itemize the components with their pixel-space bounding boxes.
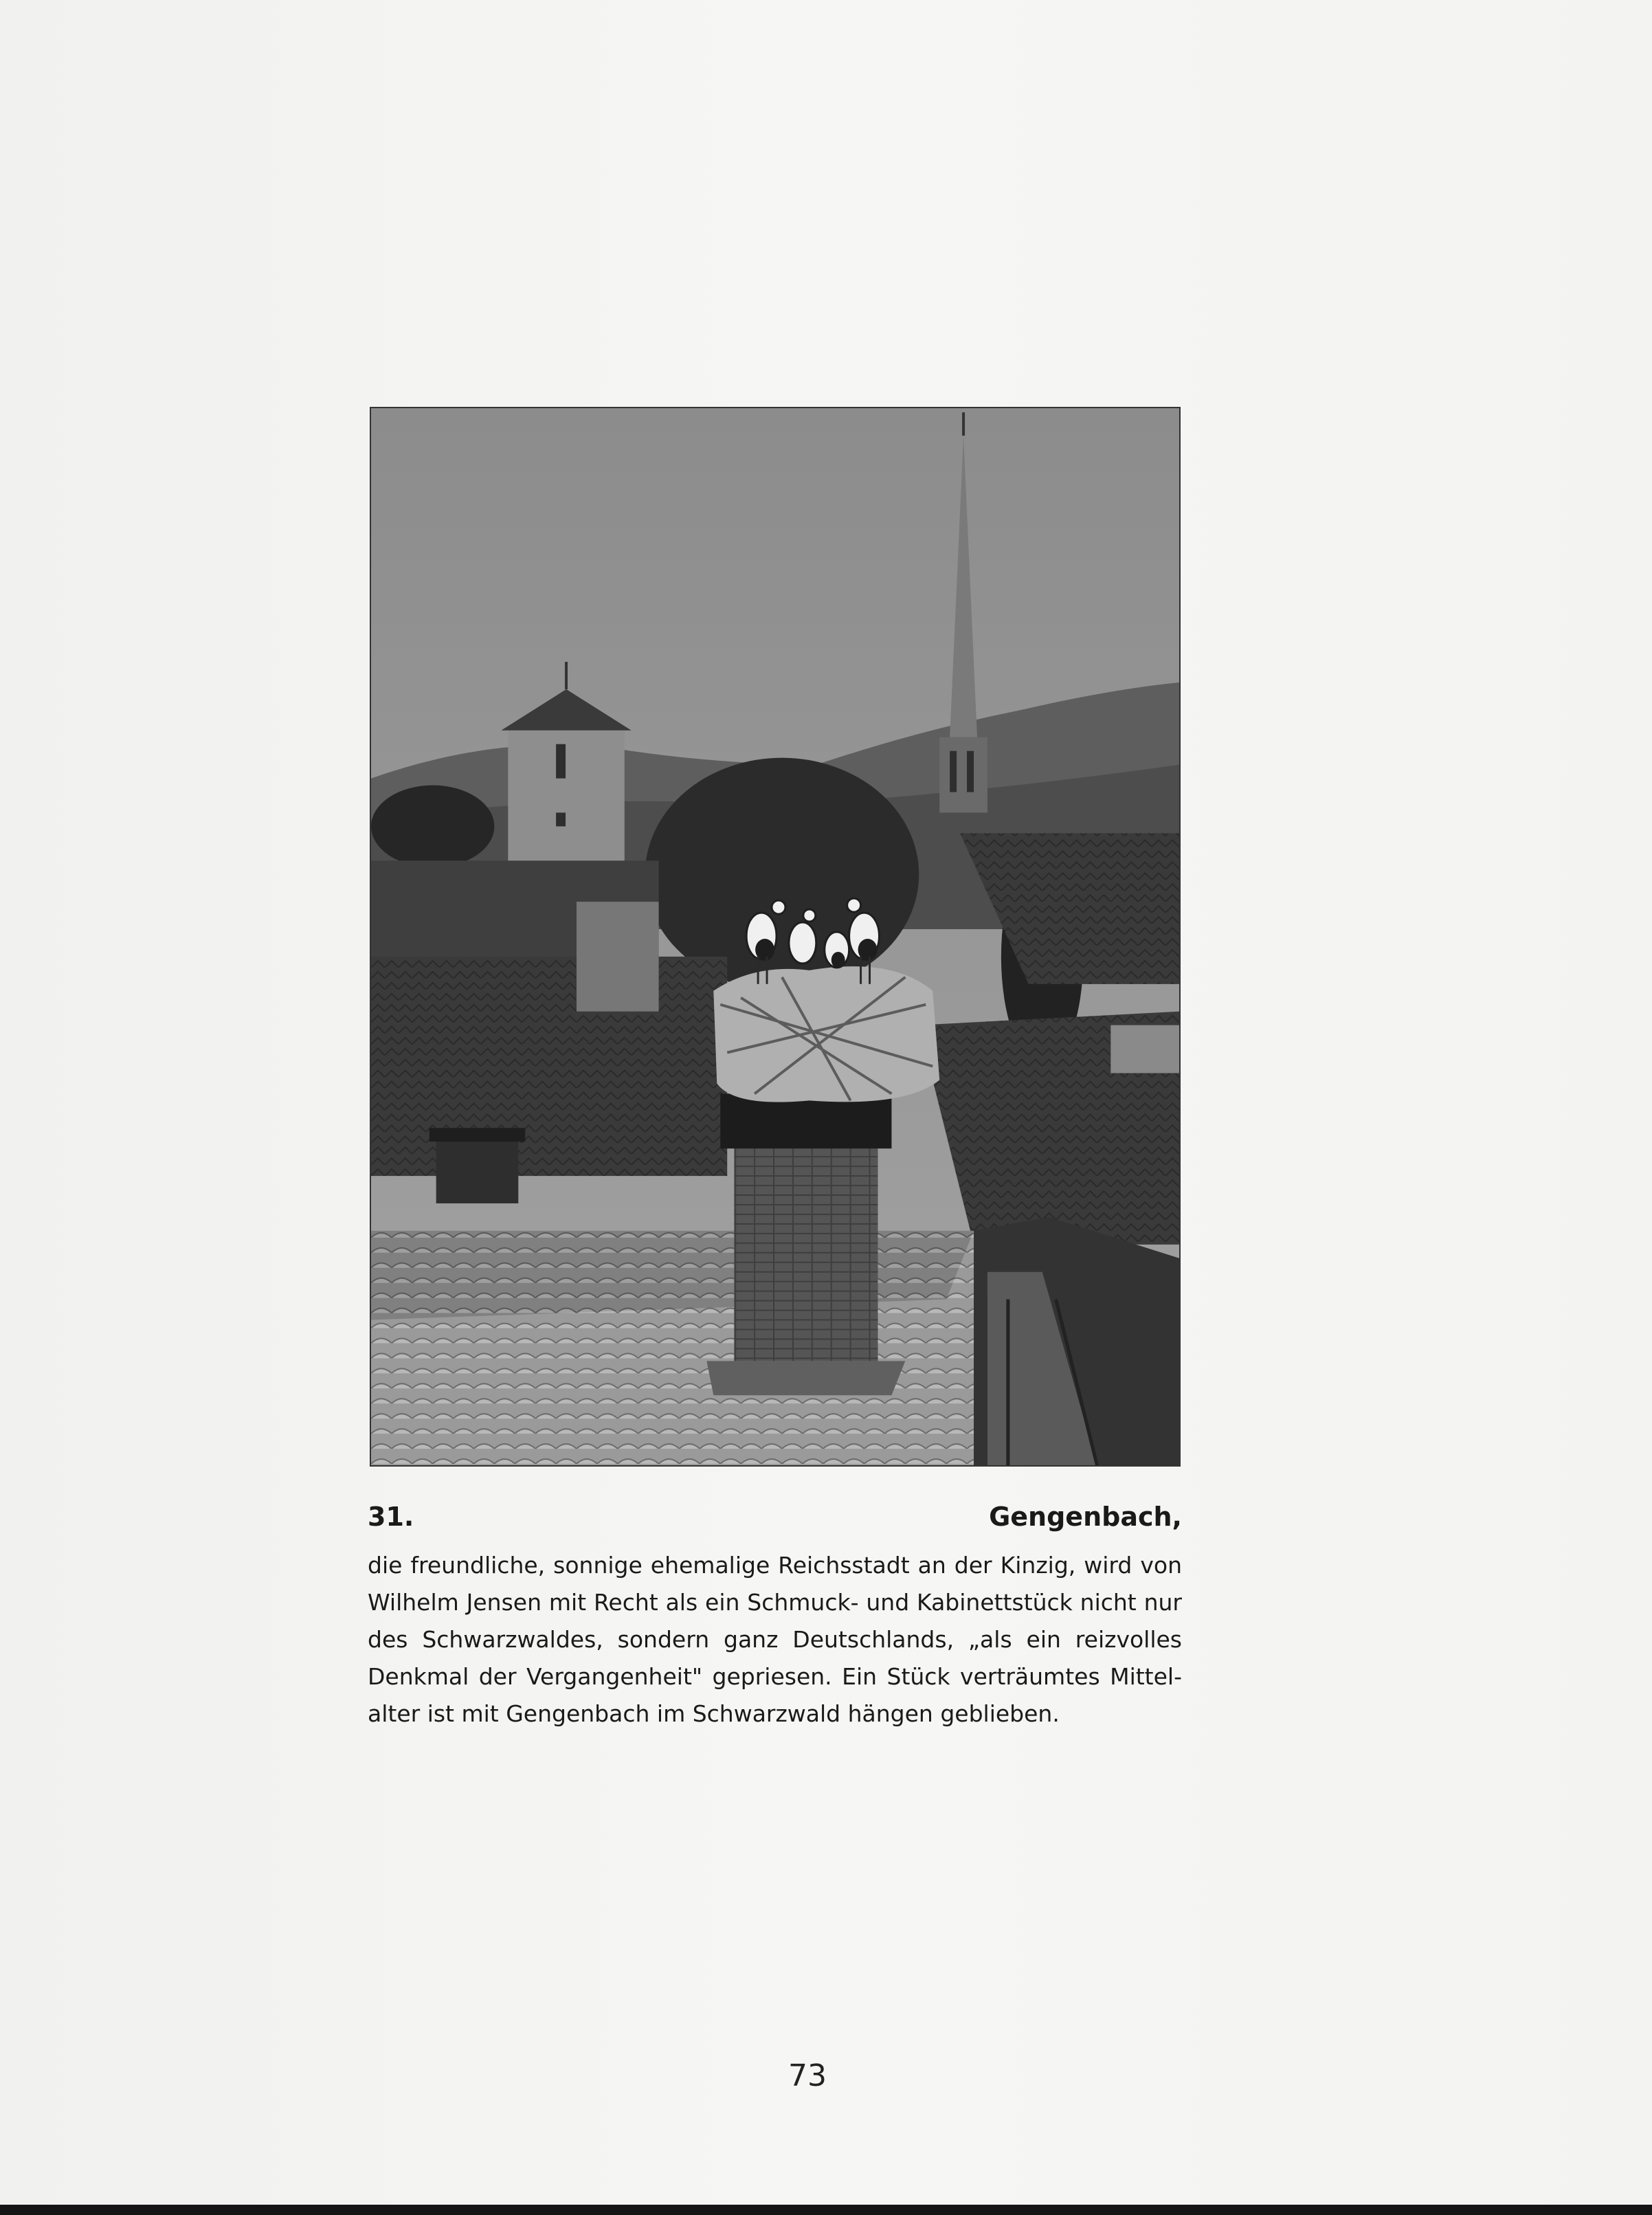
caption-heading — [368, 1502, 1182, 1540]
gengenbach-rooftops-storks-image — [371, 408, 1179, 1465]
plate-title: Gengenbach, — [989, 1502, 1182, 1532]
caption-line: alter ist mit Gengenbach im Schwarzwald hängen geblieben. — [368, 1700, 1060, 1727]
plate-caption — [368, 1502, 1182, 1733]
plate-number: 31. — [368, 1502, 414, 1532]
caption-line: Wilhelm Jensen mit Recht als ein Schmuck- und Kabinettstück nicht nur — [368, 1589, 1182, 1616]
plate-photograph — [370, 407, 1181, 1467]
caption-line: Denkmal der Vergangenheit" gepriesen. Ein Stück verträumtes Mittel- — [368, 1663, 1182, 1690]
caption-text — [368, 1547, 1182, 1733]
caption-line: die freundliche, sonnige ehemalige Reichsstadt an der Kinzig, wird von — [368, 1552, 1182, 1579]
scan-edge — [0, 2205, 1652, 2215]
page-number: 73 — [788, 2058, 827, 2093]
show-through-text — [220, 313, 1347, 423]
caption-line: des Schwarzwaldes, sondern ganz Deutschlands, „als ein reizvolles — [368, 1626, 1182, 1653]
